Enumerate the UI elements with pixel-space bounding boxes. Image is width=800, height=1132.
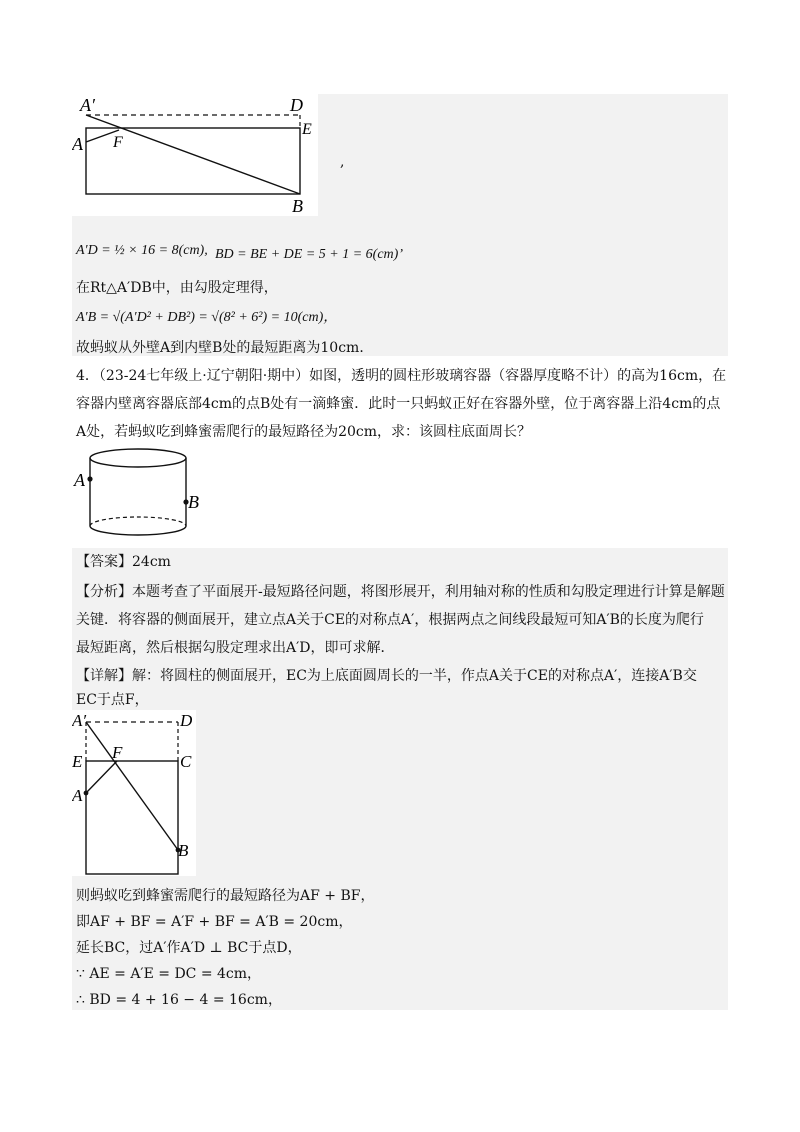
step-line-5: ∴ BD = 4 + 16 − 4 = 16cm，: [76, 992, 282, 1008]
label-F: F: [113, 134, 123, 151]
equation-AD: A′D = ½ × 16 = 8(cm),: [76, 243, 208, 258]
analysis-line2: 关键．将容器的侧面展开，建立点A关于CE的对称点A′，根据两点之间线段最短可知A′B的长度为爬行: [76, 612, 704, 628]
figure-cylinder: [72, 446, 212, 548]
analysis-line3: 最短距离，然后根据勾股定理求出A′D，即可求解．: [76, 640, 395, 656]
label-A-prime: A′: [72, 711, 87, 730]
analysis-label: 【分析】: [76, 584, 132, 600]
answer-line: [76, 552, 171, 572]
label-A-prime: A′: [80, 95, 95, 115]
conclusion-line: 故蚂蚁从外壁A到内壁B处的最短距离为10cm．: [76, 340, 374, 356]
problem4-line2: 容器内壁离容器底部4cm的点B处有一滴蜂蜜．此时一只蚂蚁正好在容器外壁，位于离容器上沿4cm的点: [76, 396, 721, 412]
rt-triangle-line: 在Rt△A′DB中，由勾股定理得，: [76, 280, 278, 296]
answer-value: 24cm: [132, 554, 171, 570]
label-C: C: [180, 752, 192, 771]
label-A: A: [72, 786, 83, 805]
problem4-line1: 4．（23-24七年级上·辽宁朝阳·期中）如图，透明的圆柱形玻璃容器（容器厚度略不计）的高为16cm，在: [76, 368, 727, 384]
label-A: A: [74, 470, 85, 490]
figure-unfolded-rectangle-2: [72, 710, 196, 876]
label-E: E: [302, 121, 312, 138]
answer-label: 【答案】: [76, 554, 132, 570]
detail-label: 【详解】: [76, 668, 132, 684]
step-line-3: 延长BC，过A′作A′D ⊥ BC于点D，: [76, 940, 302, 956]
label-B: B: [292, 196, 303, 216]
equation-BD: BD = BE + DE = 5 + 1 = 6(cm)’: [215, 247, 403, 262]
label-B: B: [188, 492, 199, 512]
label-E: E: [72, 752, 83, 771]
figure-unfolded-rectangle-1: [72, 94, 318, 216]
detail-text1: 解：将圆柱的侧面展开，EC为上底面圆周长的一半，作点A关于CE的对称点A′，连接A′B交: [132, 668, 697, 684]
label-A: A: [72, 134, 83, 154]
label-F: F: [112, 743, 123, 762]
analysis-text1: 本题考查了平面展开-最短路径问题，将图形展开，利用轴对称的性质和勾股定理进行计算是解题: [132, 584, 725, 600]
analysis-line1: [76, 582, 725, 602]
detail-line2: EC于点F，: [76, 692, 149, 708]
figure-trailing-comma: ,: [340, 154, 345, 170]
equation-AB: A′B = √(A′D² + DB²) = √(8² + 6²) = 10(cm)，: [76, 310, 338, 325]
step-line-1: 则蚂蚁吃到蜂蜜需爬行的最短路径为AF + BF，: [76, 888, 375, 904]
detail-line1: [76, 666, 697, 686]
step-line-4: ∵ AE = A′E = DC = 4cm，: [76, 966, 262, 982]
label-D: D: [290, 95, 303, 115]
problem4-line3: A处，若蚂蚁吃到蜂蜜需爬行的最短路径为20cm，求：该圆柱底面周长？: [76, 424, 532, 440]
label-D: D: [180, 711, 193, 730]
label-B: B: [178, 841, 189, 860]
step-line-2: 即AF + BF = A′F + BF = A′B = 20cm，: [76, 914, 353, 930]
